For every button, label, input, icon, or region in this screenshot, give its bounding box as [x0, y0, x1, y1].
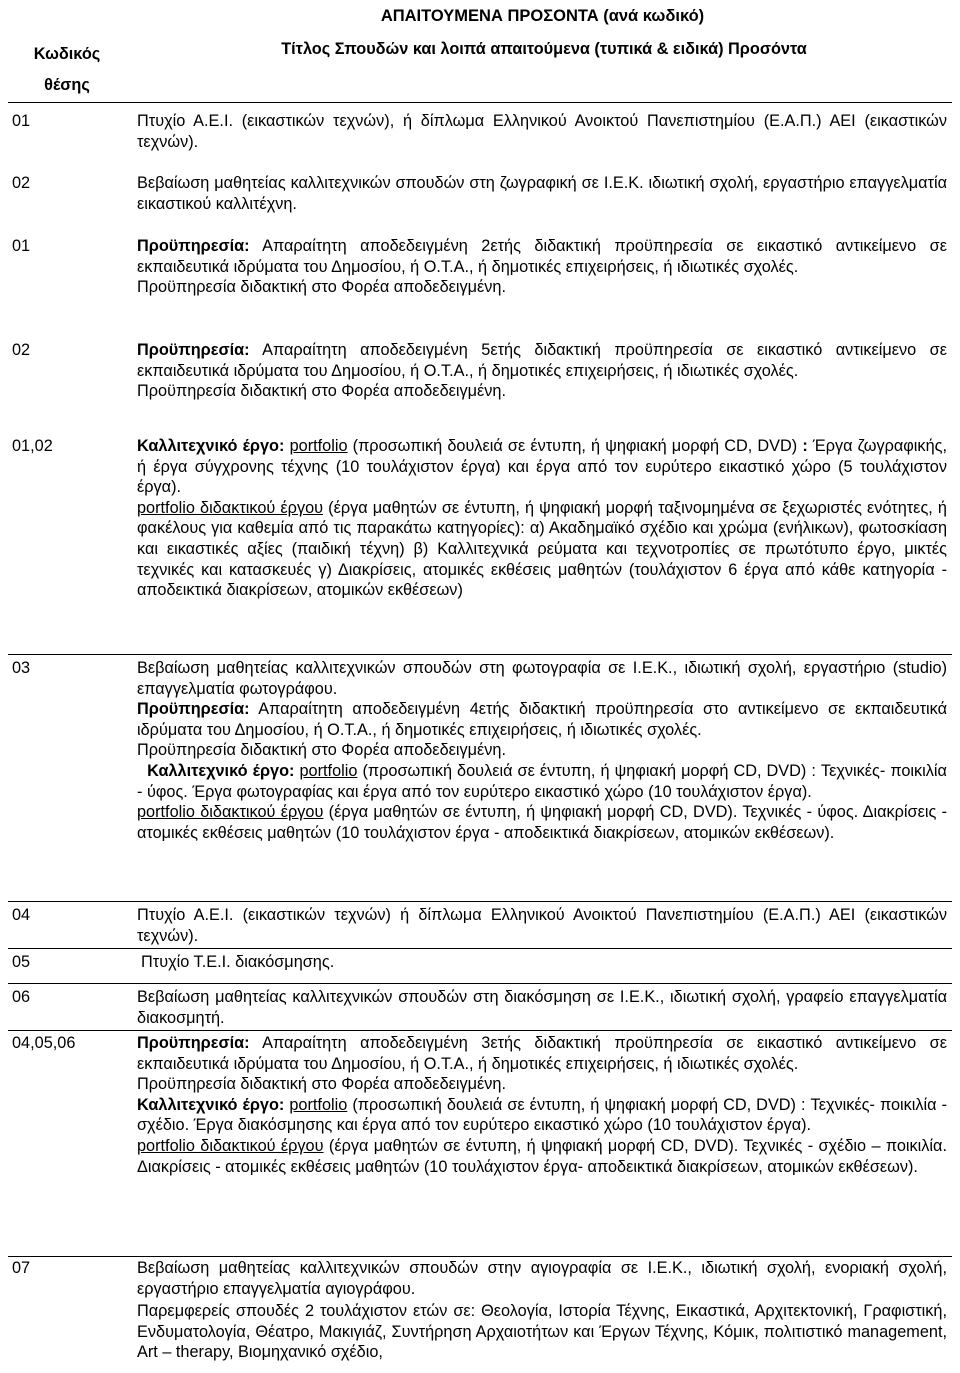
experience-note: Προϋπηρεσία διδακτική στο Φορέα αποδεδειγμένη.	[137, 278, 507, 297]
divider	[8, 1256, 952, 1257]
experience-note: Προϋπηρεσία διδακτική στο Φορέα αποδεδειγμένη.	[137, 1075, 507, 1094]
artwork-label: Καλλιτεχνικό έργο:	[137, 437, 285, 455]
experience-note: Προϋπηρεσία διδακτική στο Φορέα αποδεδειγμένη.	[137, 741, 507, 760]
position-code: 01,02	[12, 437, 53, 455]
experience-text: Απαραίτητη αποδεδειγμένη 5ετής διδακτική προϋπηρεσία σε εικαστικό αντικείμενο σε εκπαιδευτικά ιδρύματα του Δημοσίου, ή Ο.Τ.Α., ή δημοτικές επιχειρήσεις, ή ιδιωτικές σχολές.	[137, 341, 947, 380]
divider	[8, 948, 952, 949]
experience-label: Προϋπηρεσία:	[137, 341, 250, 359]
position-code: 05	[12, 953, 31, 971]
experience-text: Απαραίτητη αποδεδειγμένη 3ετής διδακτική προϋπηρεσία σε εικαστικό αντικείμενο σε εκπαιδευτικά ιδρύματα του Δημοσίου, ή Ο.Τ.Α., ή δημοτικές επιχειρήσεις, ή ιδιωτικές σχολές.	[137, 1034, 947, 1073]
requirement-text	[137, 1258, 947, 1363]
divider	[8, 654, 952, 655]
requirement-text	[137, 236, 947, 298]
apprenticeship-text: Βεβαίωση μαθητείας καλλιτεχνικών σπουδών στη φωτογραφία σε Ι.Ε.Κ., ιδιωτική σχολή, εργαστήριο (studio) επαγγελματία φωτογράφου.	[137, 659, 947, 698]
artwork-text: (προσωπική δουλειά σε έντυπη, ή ψηφιακή μορφή CD, DVD) : Τεχνικές- ποικιλία - σχέδιο. Έργα διακόσμησης και έργα από τον ευρύτερο εικαστικό χώρο (10 τουλάχιστον έργα).	[137, 1095, 948, 1135]
position-code: 04,05,06	[12, 1034, 76, 1052]
divider	[8, 901, 952, 902]
apprenticeship-text: Βεβαίωση μαθητείας καλλιτεχνικών σπουδών στην αγιογραφία σε Ι.Ε.Κ., ιδιωτική σχολή, ενοριακή σχολή, εργαστήριο επαγγελματία αγιογράφου.	[137, 1259, 947, 1298]
column-header-description: Τίτλος Σπουδών και λοιπά απαιτούμενα (τυπικά & ειδικά) Προσόντα	[281, 40, 807, 58]
colon: :	[797, 437, 808, 455]
position-code: 01	[12, 112, 31, 130]
experience-text: Απαραίτητη αποδεδειγμένη 4ετής διδακτική προϋπηρεσία στο αντικείμενο σε εκπαιδευτικά ιδρύματα του Δημοσίου, ή Ο.Τ.Α., ή δημοτικές επιχειρήσεις, ή ιδιωτικές σχολές.	[137, 700, 947, 739]
position-code: 02	[12, 341, 31, 359]
divider	[8, 102, 952, 103]
position-code: 01	[12, 237, 31, 255]
related-studies-text: Παρεμφερείς σπουδές 2 τουλάχιστον ετών σε: Θεολογία, Ιστορία Τέχνης, Εικαστικά, Αρχιτεκτονική, Γραφιστική, Ενδυματολογία, Θέατρο, Μακιγιάζ, Συντήρηση Αρχαιοτήτων και Έργων Τέχνης, Κόμικ, πολιτιστικό management, Art – therapy, Βιομηχανικό σχέδιο,	[137, 1302, 947, 1362]
column-header-code: Κωδικός θέσης	[33, 45, 101, 94]
requirement-text: Πτυχίο Α.Ε.Ι. (εικαστικών τεχνών), ή δίπλωμα Ελληνικού Ανοικτού Πανεπιστημίου (Ε.Α.Π.) ΑΕΙ (εικαστικών τεχνών).	[137, 112, 947, 151]
divider	[8, 983, 952, 984]
teaching-portfolio-link[interactable]: portfolio διδακτικού έργου	[137, 803, 324, 822]
divider	[8, 1030, 952, 1031]
position-code: 02	[12, 174, 31, 192]
artwork-text: (προσωπική δουλειά σε έντυπη, ή ψηφιακή μορφή CD, DVD) : Τεχνικές- ποικιλία - ύφος. Έργα φωτογραφίας και έργα από τον ευρύτερο εικαστικό χώρο (10 τουλάχιστον έργα).	[137, 761, 947, 801]
teaching-portfolio-text: (έργα μαθητών σε έντυπη, ή ψηφιακή μορφή ταξινομημένα σε ξεχωριστές ενότητες, ή φακέλους για καθεμία από τις παρακάτω κατηγορίες): α) Ακαδημαϊκό σχέδιο και χρώμα (ενήλικων), φωτοσκίαση και εικαστικές αξίες (παιδική τέχνη) β) Καλλιτεχνικά ρεύματα και τεχνοτροπίες σε πρωτότυπο έργο, μικτές τεχνικές και κατασκευές γ) Διακρίσεις, ατομικές εκθέσεις μαθητών (τουλάχιστον 6 έργα από κάθε κατηγορία - αποδεικτικά διακρίσεων, ατομικών εκθέσεων)	[137, 498, 947, 600]
teaching-portfolio-link[interactable]: portfolio διδακτικού έργου	[137, 498, 324, 517]
position-code: 06	[12, 988, 31, 1006]
position-code: 07	[12, 1259, 31, 1277]
requirement-text: Πτυχίο Τ.Ε.Ι. διακόσμησης.	[141, 953, 335, 971]
requirement-text	[137, 658, 947, 843]
experience-text: Απαραίτητη αποδεδειγμένη 2ετής διδακτική προϋπηρεσία σε εικαστικό αντικείμενο σε εκπαιδευτικά ιδρύματα του Δημοσίου, ή Ο.Τ.Α., ή δημοτικές επιχειρήσεις, ή ιδιωτικές σχολές.	[137, 237, 947, 276]
artwork-details: Έργα ζωγραφικής, ή έργα σύγχρονης τέχνης (10 τουλάχιστον έργα) και έργα από τον ευρύτερο εικαστικό χώρο (5 τουλάχιστον έργα).	[137, 437, 947, 497]
requirement-text: Βεβαίωση μαθητείας καλλιτεχνικών σπουδών στη ζωγραφική σε Ι.Ε.Κ. ιδιωτική σχολή, εργαστήριο επαγγελματία εικαστικού καλλιτέχνη.	[137, 174, 947, 213]
portfolio-link[interactable]: portfolio	[289, 1095, 348, 1114]
portfolio-link[interactable]: portfolio	[299, 761, 358, 780]
artwork-label: Καλλιτεχνικό έργο:	[137, 1095, 285, 1114]
teaching-portfolio-text: (έργα μαθητών σε έντυπη, ή ψηφιακή μορφή CD, DVD). Τεχνικές - σχέδιο – ποικιλία. Διακρίσεις - ατομικές εκθέσεις μαθητών (10 τουλάχιστον έργα- αποδεικτικά διακρίσεων, ατομικών εκθέσεων).	[137, 1136, 947, 1176]
experience-label: Προϋπηρεσία:	[137, 700, 250, 719]
requirement-text	[137, 1033, 947, 1177]
experience-label: Προϋπηρεσία:	[137, 1034, 250, 1052]
experience-note: Προϋπηρεσία διδακτική στο Φορέα αποδεδειγμένη.	[137, 382, 507, 401]
artwork-label: Καλλιτεχνικό έργο:	[147, 761, 295, 780]
position-code: 03	[12, 659, 31, 677]
requirement-text	[137, 340, 947, 402]
position-code: 04	[12, 906, 31, 924]
requirement-text: Πτυχίο Α.Ε.Ι. (εικαστικών τεχνών) ή δίπλωμα Ελληνικού Ανοικτού Πανεπιστημίου (Ε.Α.Π.) ΑΕΙ (εικαστικών τεχνών).	[137, 906, 947, 945]
requirement-text: Βεβαίωση μαθητείας καλλιτεχνικών σπουδών στη διακόσμηση σε Ι.Ε.Κ., ιδιωτική σχολή, γραφείο επαγγελματία διακοσμητή.	[137, 988, 947, 1027]
page-title: ΑΠΑΙΤΟΥΜΕΝΑ ΠΡΟΣΟΝΤΑ (ανά κωδικό)	[380, 7, 705, 25]
teaching-portfolio-link[interactable]: portfolio διδακτικού έργου	[137, 1136, 324, 1155]
portfolio-link[interactable]: portfolio	[289, 437, 348, 455]
requirement-text	[137, 436, 947, 601]
teaching-portfolio-text: (έργα μαθητών σε έντυπη, ή ψηφιακή μορφή CD, DVD). Τεχνικές - ύφος. Διακρίσεις - ατομικές εκθέσεις μαθητών (10 τουλάχιστον έργα - αποδεικτικά διακρίσεων, ατομικών εκθέσεων).	[137, 803, 947, 842]
artwork-text: (προσωπική δουλειά σε έντυπη, ή ψηφιακή μορφή CD, DVD)	[347, 437, 798, 455]
experience-label: Προϋπηρεσία:	[137, 237, 250, 255]
